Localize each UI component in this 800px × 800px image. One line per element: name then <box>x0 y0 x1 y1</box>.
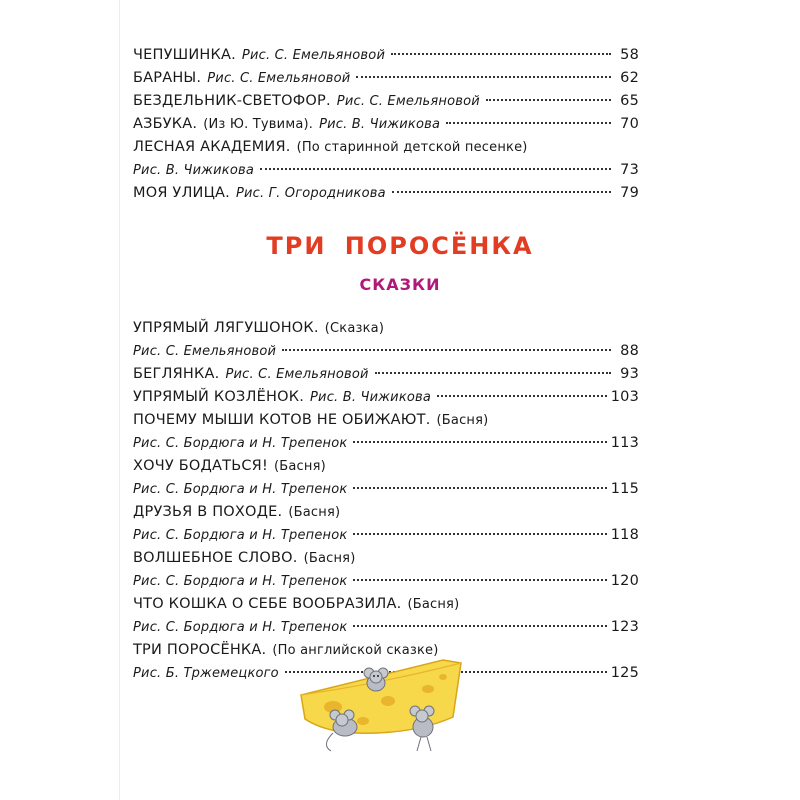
toc-title: БАРАНЫ. <box>133 70 202 86</box>
toc-artist: Рис. С. Бордюга и Н. Трепенок <box>133 528 348 543</box>
toc-title: ДРУЗЬЯ В ПОХОДЕ. <box>133 504 283 520</box>
toc-entry <box>133 182 639 205</box>
toc-page-number: 113 <box>610 435 639 451</box>
toc-entry <box>133 593 639 616</box>
toc-page-number: 120 <box>610 573 639 589</box>
toc-title: ПОЧЕМУ МЫШИ КОТОВ НЕ ОБИЖАЮТ. <box>133 412 431 428</box>
toc-page-number: 88 <box>620 343 639 359</box>
dot-leader <box>353 533 606 535</box>
toc-entry <box>133 616 639 639</box>
toc-note: (Басня) <box>436 413 489 428</box>
toc-title: АЗБУКА. <box>133 116 198 132</box>
toc-entry <box>133 67 639 90</box>
toc-title: ХОЧУ БОДАТЬСЯ! <box>133 458 268 474</box>
toc-artist: Рис. С. Бордюга и Н. Трепенок <box>133 436 348 451</box>
toc-note: (Сказка) <box>324 321 385 336</box>
toc-artist: Рис. С. Емельяновой <box>207 71 351 86</box>
toc-page-number: 73 <box>620 162 639 178</box>
toc-page-number: 65 <box>620 93 639 109</box>
toc-title: БЕГЛЯНКА. <box>133 366 220 382</box>
toc-entry <box>133 340 639 363</box>
dot-leader <box>486 99 611 101</box>
toc-note: (По старинной детской песенке) <box>296 140 528 155</box>
cheese-hole <box>381 696 395 706</box>
cheese-hole <box>357 717 369 725</box>
toc-entry <box>133 455 639 478</box>
toc-note: (Из Ю. Тувима). <box>203 117 314 132</box>
toc-note: (По английской сказке) <box>272 643 439 658</box>
toc-artist: Рис. В. Чижикова <box>133 163 255 178</box>
toc-title: ЛЕСНАЯ АКАДЕМИЯ. <box>133 139 291 155</box>
toc-title: УПРЯМЫЙ КОЗЛЁНОК. <box>133 389 305 405</box>
toc-artist: Рис. С. Бордюга и Н. Трепенок <box>133 574 348 589</box>
toc-entry <box>133 409 639 432</box>
toc-artist: Рис. С. Емельяновой <box>336 94 480 109</box>
toc-artist: Рис. Б. Тржемецкого <box>133 666 279 681</box>
toc-entry <box>133 547 639 570</box>
toc-note: (Басня) <box>407 597 460 612</box>
toc-title: ТРИ ПОРОСЁНКА. <box>133 642 267 658</box>
section-subtitle: СКАЗКИ <box>359 275 441 294</box>
section-title: ТРИ ПОРОСЁНКА <box>266 232 534 260</box>
toc-artist: Рис. С. Бордюга и Н. Трепенок <box>133 620 348 635</box>
toc-entry <box>133 501 639 524</box>
toc-entry <box>133 159 639 182</box>
toc-artist: Рис. Г. Огородникова <box>235 186 386 201</box>
toc-artist: Рис. С. Емельяновой <box>133 344 277 359</box>
toc-page-number: 58 <box>620 47 639 63</box>
dot-leader <box>353 579 606 581</box>
dot-leader <box>353 441 606 443</box>
toc-entry <box>133 432 639 455</box>
toc-entry <box>133 570 639 593</box>
toc-artist: Рис. В. Чижикова <box>319 117 441 132</box>
toc-artist: Рис. В. Чижикова <box>310 390 432 405</box>
toc-note: (Басня) <box>303 551 356 566</box>
dot-leader <box>353 487 606 489</box>
toc-page-number: 125 <box>610 665 639 681</box>
toc-title: БЕЗДЕЛЬНИК-СВЕТОФОР. <box>133 93 331 109</box>
toc-entry <box>133 363 639 386</box>
toc-top-list <box>133 44 639 205</box>
dot-leader <box>353 625 606 627</box>
toc-page-number: 123 <box>610 619 639 635</box>
dot-leader <box>260 168 611 170</box>
toc-entry <box>133 44 639 67</box>
toc-page-number: 93 <box>620 366 639 382</box>
toc-entry <box>133 136 639 159</box>
cheese-with-mice-illustration <box>293 655 463 755</box>
toc-artist: Рис. С. Емельяновой <box>241 48 386 63</box>
toc-title: ЧТО КОШКА О СЕБЕ ВООБРАЗИЛА. <box>133 596 402 612</box>
dot-leader <box>282 349 611 351</box>
toc-entry <box>133 317 639 340</box>
toc-entry <box>133 478 639 501</box>
toc-artist: Рис. С. Емельяновой <box>225 367 369 382</box>
toc-title: ЧЕПУШИНКА. <box>133 47 236 63</box>
toc-page-number: 70 <box>620 116 639 132</box>
toc-artist: Рис. С. Бордюга и Н. Трепенок <box>133 482 348 497</box>
toc-page-number: 118 <box>610 527 639 543</box>
toc-bottom-list <box>133 317 639 685</box>
dot-leader <box>392 191 611 193</box>
toc-note: (Басня) <box>288 505 341 520</box>
toc-page-number: 103 <box>610 389 639 405</box>
toc-title: МОЯ УЛИЦА. <box>133 185 230 201</box>
toc-title: ВОЛШЕБНОЕ СЛОВО. <box>133 550 298 566</box>
dot-leader <box>437 395 607 397</box>
cheese-hole <box>422 685 434 693</box>
toc-entry <box>133 90 639 113</box>
toc-page-number: 115 <box>610 481 639 497</box>
toc-entry <box>133 386 639 409</box>
toc-page-number: 62 <box>620 70 639 86</box>
cheese-hole <box>439 674 447 680</box>
toc-page-number: 79 <box>620 185 639 201</box>
toc-note: (Басня) <box>273 459 326 474</box>
dot-leader <box>356 76 611 78</box>
mouse-icon <box>410 706 434 751</box>
toc-entry <box>133 113 639 136</box>
dot-leader <box>391 53 611 55</box>
dot-leader <box>446 122 611 124</box>
toc-title: УПРЯМЫЙ ЛЯГУШОНОК. <box>133 320 319 336</box>
dot-leader <box>375 372 611 374</box>
toc-entry <box>133 524 639 547</box>
